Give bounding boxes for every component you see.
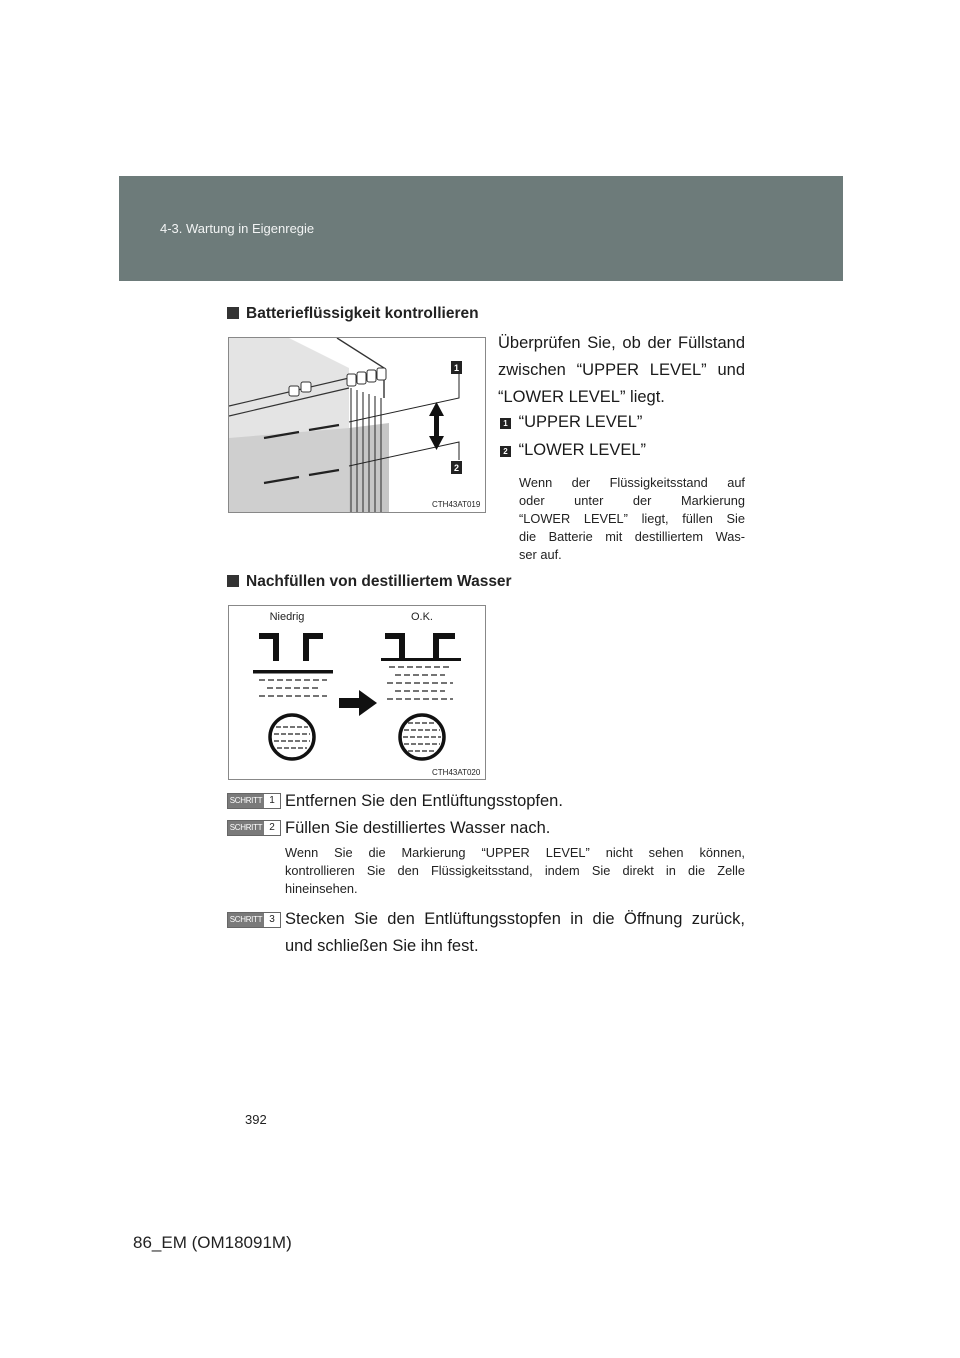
page-number: 392 <box>245 1112 267 1127</box>
square-bullet-icon <box>227 307 239 319</box>
step-1-text: Entfernen Sie den Entlüftungsstopfen. <box>285 792 563 810</box>
figure-code-2: CTH43AT020 <box>432 768 481 777</box>
heading-refill <box>227 573 512 591</box>
item-lower-level <box>500 441 646 460</box>
step-2-text: Füllen Sie destilliertes Wasser nach. <box>285 819 551 837</box>
callout-1-label: 1 <box>453 363 460 373</box>
intro-line-1: Überprüfen Sie, ob der Füllstand <box>498 334 745 352</box>
intro-paragraph <box>498 330 745 411</box>
square-bullet-icon <box>227 575 239 587</box>
step-word: SCHRITT <box>228 794 264 808</box>
step-2-number: 2 <box>264 821 280 835</box>
intro-line-3: “LOWER LEVEL” liegt. <box>498 388 665 406</box>
document-code: 86_EM (OM18091M) <box>133 1233 292 1252</box>
refill-figure <box>228 605 486 780</box>
label-low: Niedrig <box>269 611 305 623</box>
heading-check-fluid-text: Batterieflüssigkeit kontrollieren <box>246 305 479 322</box>
step-3-badge <box>227 912 281 928</box>
heading-refill-text: Nachfüllen von destilliertem Wasser <box>246 573 512 590</box>
figure-code-1: CTH43AT019 <box>432 500 481 509</box>
step-word: SCHRITT <box>228 821 264 835</box>
battery-level-illustration <box>229 338 485 512</box>
label-ok: O.K. <box>410 611 434 623</box>
note-line-1: Wenn der Flüssigkeitsstand auf <box>519 475 745 490</box>
step-3-number: 3 <box>264 913 280 927</box>
number-2-icon: 2 <box>500 446 511 457</box>
step3-line-2: und schließen Sie ihn fest. <box>285 937 479 955</box>
callout-2-label: 2 <box>453 463 460 473</box>
step-2-note <box>285 844 745 898</box>
item-lower-level-label: “LOWER LEVEL” <box>518 441 647 459</box>
item-upper-level-label: “UPPER LEVEL” <box>518 413 643 431</box>
note-line-3: “LOWER LEVEL” liegt, füllen Sie <box>519 511 745 526</box>
section-title: 4-3. Wartung in Eigenregie <box>160 221 315 236</box>
step2-note-line-1: Wenn Sie die Markierung “UPPER LEVEL” nicht sehen können, <box>285 845 745 860</box>
step-1-badge <box>227 793 281 809</box>
intro-line-2: zwischen “UPPER LEVEL” und <box>498 361 745 379</box>
step-3-text <box>285 906 745 960</box>
note-line-5: ser auf. <box>519 547 562 562</box>
step-1-number: 1 <box>264 794 280 808</box>
number-1-icon: 1 <box>500 418 511 429</box>
battery-level-figure <box>228 337 486 513</box>
heading-check-fluid <box>227 305 479 323</box>
step-2-badge <box>227 820 281 836</box>
step2-note-line-2: kontrollieren Sie den Flüssigkeitsstand, indem Sie direkt in die Zelle <box>285 863 745 878</box>
note-line-4: die Batterie mit destilliertem Was- <box>519 529 745 544</box>
note-line-2: oder unter der Markierung <box>519 493 745 508</box>
step-word: SCHRITT <box>228 913 264 927</box>
refill-illustration <box>229 606 485 779</box>
step2-note-line-3: hineinsehen. <box>285 881 358 896</box>
step3-line-1: Stecken Sie den Entlüftungsstopfen in die Öffnung zurück, <box>285 910 745 928</box>
item-upper-level <box>500 413 642 432</box>
refill-note <box>519 474 745 564</box>
